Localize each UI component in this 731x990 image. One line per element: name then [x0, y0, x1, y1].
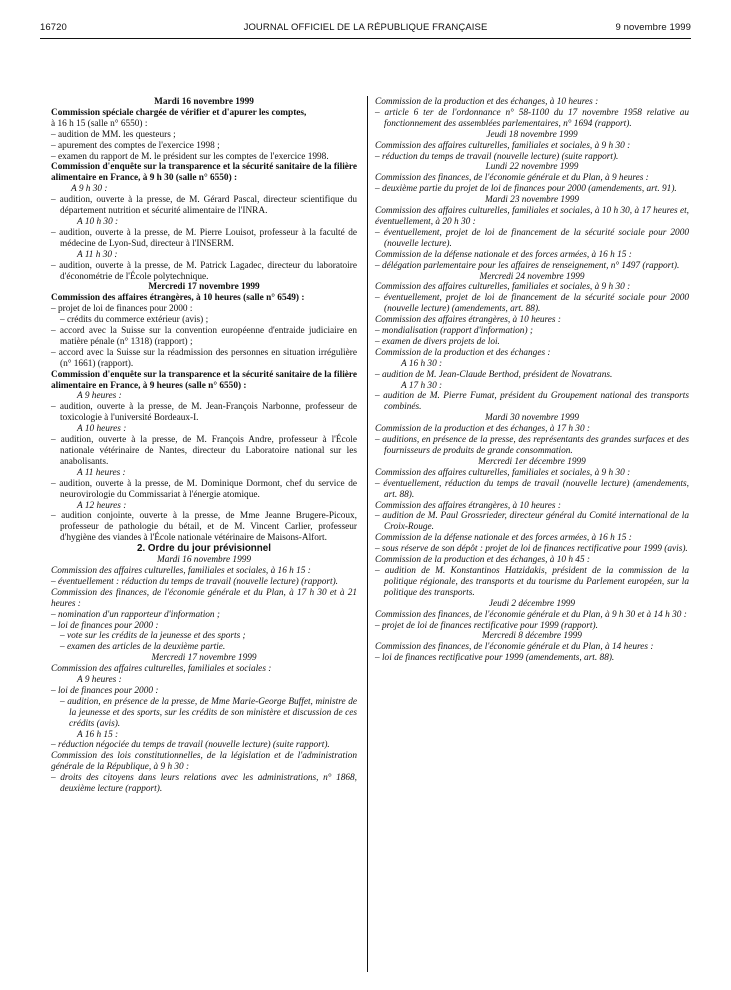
agenda-item: – audition de M. Paul Grossrieder, directeur général du Comité international de la Croix-Rouge. — [375, 511, 689, 533]
committee-heading: Commission des affaires culturelles, familiales et sociales, à 9 h 30 : — [375, 467, 631, 478]
committee-heading: Commission des affaires culturelles, familiales et sociales, à 10 h 30, à 17 heures et, éventuellement, à 20 h 30 : — [375, 206, 689, 227]
date-heading: Mercredi 24 novembre 1999 — [479, 271, 585, 282]
agenda-item: – éventuellement, projet de loi de financement de la sécurité sociale pour 2000 (nouvelle lecture). — [375, 227, 689, 249]
committee-heading: Commission spéciale chargée de vérifier et d'apurer les comptes, — [51, 107, 307, 118]
committee-heading: Commission de la production et des échanges, à 10 heures : — [375, 97, 599, 107]
agenda-item: – loi de finances pour 2000 : — [51, 620, 159, 631]
hour-label: A 16 h 15 : — [77, 729, 119, 740]
left-column — [51, 97, 357, 795]
agenda-item: – réduction négociée du temps de travail (nouvelle lecture) (suite rapport). — [51, 740, 330, 751]
agenda-item: – examen du rapport de M. le président sur les comptes de l'exercice 1998. — [51, 151, 329, 162]
committee-heading: Commission de la production et des échanges, à 17 h 30 : — [375, 424, 591, 435]
committee-heading: Commission des affaires étrangères, à 10 heures (salle n° 6549) : — [51, 293, 305, 304]
date-heading: Mardi 30 novembre 1999 — [484, 413, 580, 424]
agenda-item: – délégation parlementaire pour les affaires de renseignement, n° 1497 (rapport). — [375, 260, 680, 271]
hour-label: A 9 heures : — [77, 391, 122, 402]
agenda-item: – audition, ouverte à la presse, de M. Pierre Louisot, professeur à la faculté de médecine de Lyon-Sud, directeur à l'INSERM. — [51, 227, 357, 249]
date-heading: Jeudi 2 décembre 1999 — [488, 598, 576, 609]
agenda-item: – audition de M. Jean-Claude Berthod, président de Novatrans. — [375, 369, 613, 380]
agenda-item: – examen de divers projets de loi. — [375, 336, 500, 347]
hour-label: A 9 heures : — [77, 675, 122, 686]
agenda-item: – audition, ouverte à la presse, de M. Patrick Lagadec, directeur du laboratoire d'économétrie de l'École polytechnique. — [51, 260, 357, 282]
committee-heading: Commission de la défense nationale et des forces armées, à 16 h 15 : — [375, 249, 632, 260]
agenda-item: – audition, ouverte à la presse, de M. François Andre, professeur à l'École nationale vétérinaire de Nantes, directeur du Laboratoire national sur les anabolisants. — [51, 435, 357, 467]
agenda-item: – droits des citoyens dans leurs relations avec les administrations, n° 1868, deuxième lecture (rapport). — [51, 773, 357, 795]
committee-heading: Commission de la défense nationale et des forces armées, à 16 h 15 : — [375, 533, 632, 544]
agenda-item: – audition, ouverte à la presse, de M. Dominique Dormont, chef du service de neurovirologie du Commissariat à l'énergie atomique. — [51, 478, 357, 500]
issue-date: 9 novembre 1999 — [615, 22, 691, 33]
agenda-item: – audition de M. Konstantinos Hatzidakis, président de la commission de la politique régionale, des transports et du tourisme du Parlement européen, sur la politique des transports. — [375, 565, 689, 598]
agenda-item: – mondialisation (rapport d'information) ; — [375, 326, 533, 337]
agenda-subitem: – vote sur les crédits de la jeunesse et des sports ; — [60, 631, 246, 642]
agenda-item: – loi de finances pour 2000 : — [51, 685, 159, 696]
section-title: 2. Ordre du jour prévisionnel — [137, 543, 271, 555]
date-heading: Mercredi 17 novembre 1999 — [148, 282, 260, 293]
committee-heading: Commission d'enquête sur la transparence et la sécurité sanitaire de la filière alimentaire en France, à 9 h 30 (salle n° 6550) : — [51, 162, 357, 184]
committee-heading: Commission des affaires culturelles, familiales et sociales, à 16 h 15 : — [51, 565, 311, 576]
committee-heading: Commission de la production et des échanges, à 10 h 45 : — [375, 555, 591, 566]
committee-heading: Commission des affaires culturelles, familiales et sociales, à 9 h 30 : — [375, 140, 631, 151]
date-heading: Mardi 16 novembre 1999 — [154, 97, 254, 107]
agenda-item: – apurement des comptes de l'exercice 1998 ; — [51, 140, 220, 151]
hour-label: A 10 heures : — [77, 424, 127, 435]
committee-heading: Commission des finances, de l'économie générale et du Plan, à 17 h 30 et à 21 heures : — [51, 587, 357, 609]
page-header — [40, 22, 691, 36]
header-rule — [40, 38, 691, 39]
committee-heading: Commission des affaires étrangères, à 10 heures : — [375, 315, 561, 326]
agenda-item: – réduction du temps de travail (nouvelle lecture) (suite rapport). — [375, 151, 619, 162]
committee-heading: Commission des lois constitutionnelles, de la législation et de l'administration générale de la République, à 9 h 30 : — [51, 751, 357, 773]
agenda-item: – audition, ouverte à la presse, de M. Gérard Pascal, directeur scientifique du département nutrition et sécurité alimentaire de l'INRA. — [51, 195, 357, 217]
date-heading: Mercredi 17 novembre 1999 — [151, 653, 257, 664]
date-heading: Lundi 22 novembre 1999 — [485, 162, 579, 173]
agenda-item: – éventuellement, projet de loi de financement de la sécurité sociale pour 2000 (nouvelle lecture) (amendements, art. 88). — [375, 293, 689, 315]
agenda-item: – nomination d'un rapporteur d'information ; — [51, 609, 221, 620]
agenda-item: – accord avec la Suisse sur la réadmission des personnes en situation irrégulière (n° 1661) (rapport). — [51, 347, 357, 369]
committee-heading: Commission des affaires culturelles, familiales et sociales, à 9 h 30 : — [375, 282, 631, 293]
hour-label: A 9 h 30 : — [71, 184, 108, 195]
hour-label: A 10 h 30 : — [77, 216, 119, 227]
date-heading: Mercredi 1er décembre 1999 — [478, 456, 586, 467]
agenda-item: – article 6 ter de l'ordonnance n° 58-1100 du 17 novembre 1958 relative au fonctionnement des assemblées parlementaires, n° 1694 (rapport). — [375, 107, 689, 129]
column-divider — [367, 96, 368, 972]
journal-title: JOURNAL OFFICIEL DE LA RÉPUBLIQUE FRANÇAISE — [243, 22, 488, 33]
agenda-item: – audition conjointe, ouverte à la presse, de Mme Jeanne Brugere-Picoux, professeur de pathologie du bétail, et de M. Vincent Carlier, professeur d'hygiène des viandes à l'École nationale vétérinaire de Maisons-Alfort. — [51, 511, 357, 544]
agenda-subitem: – crédits du commerce extérieur (avis) ; — [60, 315, 209, 326]
right-column — [375, 97, 689, 664]
agenda-item: – auditions, en présence de la presse, des représentants des grandes surfaces et des fournisseurs de produits de grande consommation. — [375, 435, 689, 456]
date-heading: Mardi 23 novembre 1999 — [484, 195, 580, 206]
hour-label: A 17 h 30 : — [401, 380, 443, 391]
page-number: 16720 — [40, 22, 67, 33]
hour-label: A 12 heures : — [77, 500, 127, 511]
committee-time: à 16 h 15 (salle n° 6550) : — [51, 118, 148, 129]
agenda-subitem: – examen des articles de la deuxième partie. — [60, 642, 226, 653]
agenda-item: – audition de M. Pierre Fumat, président du Groupement national des transports combinés. — [375, 391, 689, 413]
committee-heading: Commission d'enquête sur la transparence et la sécurité sanitaire de la filière alimentaire en France, à 9 heures (salle n° 6550) : — [51, 369, 357, 391]
date-heading: Mardi 16 novembre 1999 — [156, 555, 252, 566]
agenda-item: – accord avec la Suisse sur la convention européenne d'entraide judiciaire en matière pénale (n° 1318) (rapport) ; — [51, 326, 357, 347]
committee-heading: Commission des affaires culturelles, familiales et sociales : — [51, 664, 272, 675]
committee-heading: Commission des affaires étrangères, à 10 heures : — [375, 500, 561, 511]
agenda-item: – audition, ouverte à la presse, de M. Jean-François Narbonne, professeur de toxicologie à l'université Bordeaux-I. — [51, 402, 357, 424]
agenda-item: – deuxième partie du projet de loi de finances pour 2000 (amendements, art. 91). — [375, 184, 677, 195]
hour-label: A 16 h 30 : — [401, 358, 443, 369]
committee-heading: Commission de la production et des échanges : — [375, 347, 551, 358]
agenda-item: – sous réserve de son dépôt : projet de loi de finances rectificative pour 1999 (avis). — [375, 544, 688, 555]
agenda-item: – projet de loi de finances pour 2000 : — [51, 304, 193, 315]
agenda-item: – loi de finances rectificative pour 1999 (amendements, art. 88). — [375, 653, 615, 664]
committee-heading: Commission des finances, de l'économie générale et du Plan, à 9 heures : — [375, 173, 649, 184]
agenda-item: – projet de loi de finances rectificative pour 1999 (rapport). — [375, 620, 598, 631]
hour-label: A 11 h 30 : — [77, 249, 118, 260]
committee-heading: Commission des finances, de l'économie générale et du Plan, à 9 h 30 et à 14 h 30 : — [375, 609, 687, 620]
agenda-item: – éventuellement : réduction du temps de travail (nouvelle lecture) (rapport). — [51, 576, 338, 587]
hour-label: A 11 heures : — [77, 467, 126, 478]
date-heading: Mercredi 8 décembre 1999 — [482, 631, 582, 642]
date-heading: Jeudi 18 novembre 1999 — [486, 129, 578, 140]
committee-heading: Commission des finances, de l'économie générale et du Plan, à 14 heures : — [375, 642, 654, 653]
agenda-item: – audition de MM. les questeurs ; — [51, 129, 176, 140]
agenda-item: – éventuellement, réduction du temps de travail (nouvelle lecture) (amendements, art. 88). — [375, 478, 689, 500]
agenda-subitem: – audition, en présence de la presse, de Mme Marie-George Buffet, ministre de la jeunesse et des sports, sur les crédits de son ministère et discussion de ces crédits (avis). — [60, 696, 357, 729]
